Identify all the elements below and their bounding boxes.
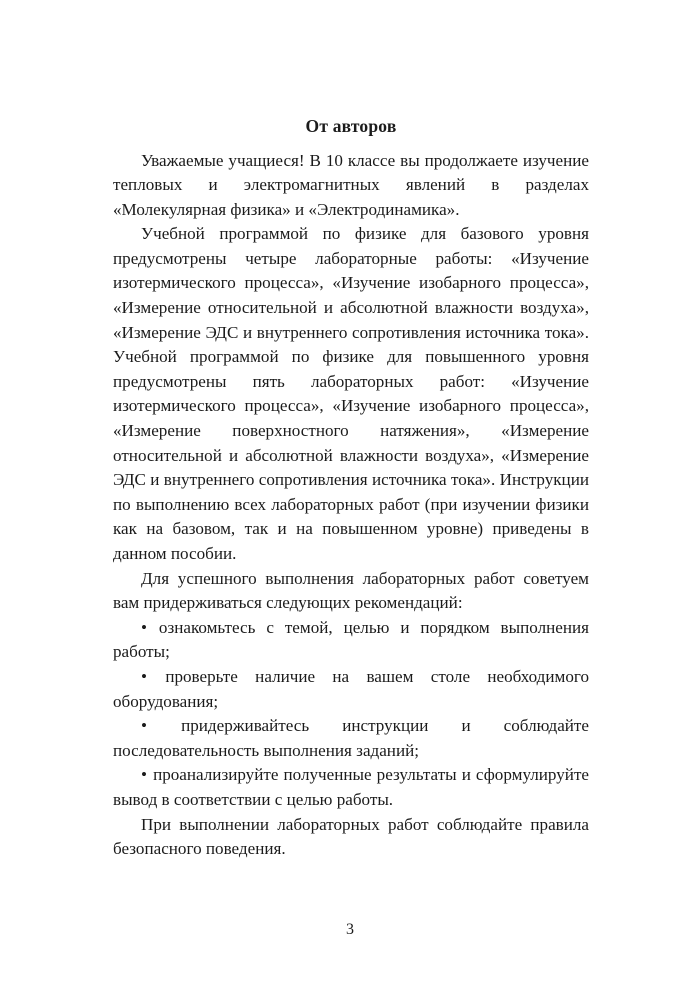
list-item-text: ознакомьтесь с темой, целью и порядком выполнения работы; — [113, 617, 590, 662]
list-item-text: проверьте наличие на вашем столе необходимого оборудования; — [113, 666, 589, 711]
page-number: 3 — [346, 921, 354, 938]
paragraph-programs: Учебной программой по физике для базового уровня предусмотрены четыре лабораторные работы: «Изучение изотермического процесса», «Изучение изобарного процесса», «Измерение относительной и абсолютной влажности воздуха», «Измерение ЭДС и внутреннего сопротивления источника тока». Учебной программой по физике для повышенного уровня предусмотрены пять лабораторных работ: «Изучение изотермического процесса», «Изучение изобарного процесса», «Измерение поверхностного натяжения», «Измерение относительной и абсолютной влажности воздуха», «Измерение ЭДС и внутреннего сопротивления источника тока». Инструкции по выполнению всех лабораторных работ (при изучении физики как на базовом, так и на повышенном уровне) приведены в данном пособии. — [113, 224, 589, 563]
list-item — [113, 714, 589, 763]
list-item-text: придерживайтесь инструкции и соблюдайте последовательность выполнения заданий; — [113, 716, 589, 760]
list-item — [113, 763, 589, 812]
bullet-marker-icon: • — [141, 765, 154, 785]
list-item — [113, 665, 589, 714]
page-title: От авторов — [305, 116, 397, 136]
bullet-marker-icon: • — [141, 617, 159, 637]
list-item-text: проанализируйте полученные результаты и сформулируйте вывод в соответствии с целью работы. — [113, 765, 589, 809]
bullet-marker-icon: • — [141, 666, 166, 686]
text-column — [113, 114, 589, 862]
list-item — [113, 616, 589, 665]
bullet-marker-icon: • — [141, 716, 182, 736]
paragraph-safety: При выполнении лабораторных работ соблюдайте правила безопасного поведения. — [113, 814, 589, 859]
paragraph-intro: Уважаемые учащиеся! В 10 классе вы продолжаете изучение тепловых и электромагнитных явлений в разделах «Молекулярная физика» и «Электродинамика». — [113, 150, 589, 219]
paragraph-recommendations-lead: Для успешного выполнения лабораторных работ советуем вам придерживаться следующих рекомендаций: — [113, 568, 589, 613]
